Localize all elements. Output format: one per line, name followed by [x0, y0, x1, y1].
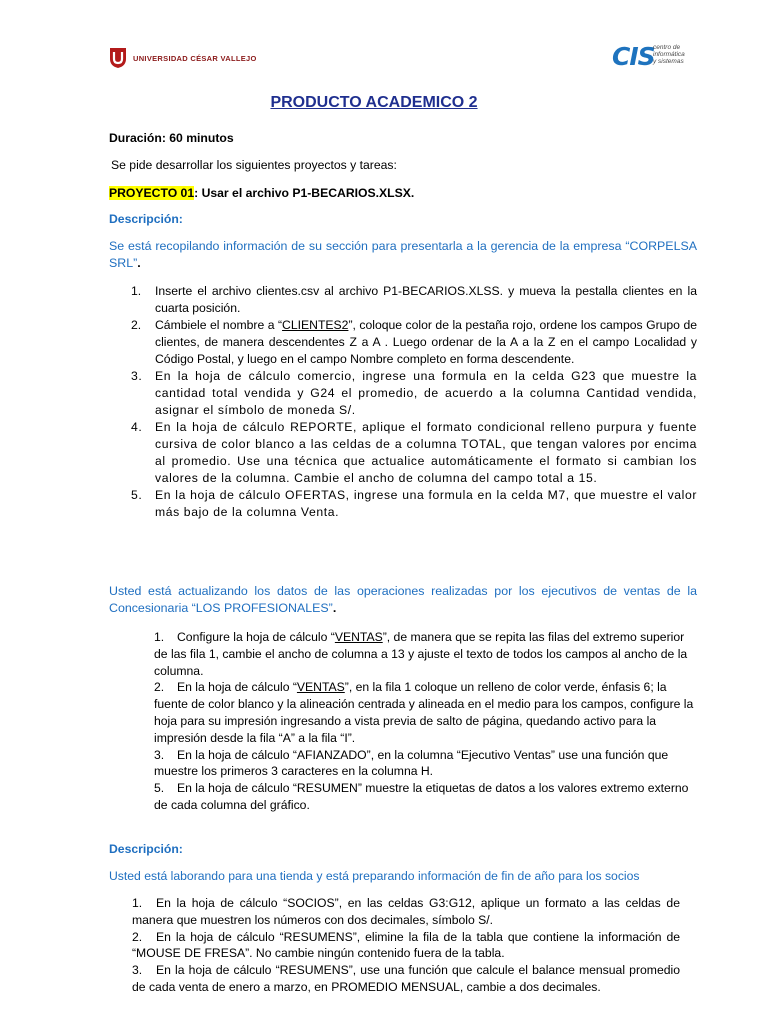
cis-logo: [612, 42, 702, 74]
project-file-text: : Usar el archivo P1-BECARIOS.XLSX.: [194, 186, 415, 200]
list-item: [154, 629, 694, 679]
list-text: En la hoja de cálculo REPORTE, aplique el formato condicional relleno purpura y fuente cursiva de color blanco a las celdas de a columna TOTAL, que tengan valores por encima al promedio. Use una técnica que actualice automáticamente el formato si cambian los valores de la columna. Cambie el ancho de columna del campo total a 15.: [155, 420, 697, 485]
cis-logo-letters: CIS: [612, 42, 655, 71]
list-text: En la hoja de cálculo OFERTAS, ingrese una formula en la celda M7, que muestre el valor más bajo de la columna Venta.: [155, 488, 697, 519]
list-number: 5.: [131, 488, 143, 502]
list-item: [154, 679, 694, 746]
list-item: [154, 747, 694, 781]
list-number: 2.: [154, 680, 165, 695]
list-text: En la hoja de cálculo “RESUMEN” muestre la etiquetas de datos a los valores extremo externo de cada columna del gráfico.: [154, 781, 689, 812]
list-number: 1.: [131, 284, 142, 298]
list-text: Cámbiele el nombre a “: [155, 318, 283, 332]
description-2-end: .: [332, 600, 337, 615]
list-text: En la hoja de cálculo “RESUMENS”, use una función que calcule el balance mensual promedio de cada venta de enero a marzo, en PROMEDIO MENSUAL, cambie a dos decimales.: [132, 963, 680, 994]
list-text: En la hoja de cálculo “: [177, 680, 297, 695]
description-text: [109, 238, 697, 271]
cis-subtitle-line: informática: [653, 51, 685, 58]
task-list-2: [154, 629, 694, 814]
page-title: PRODUCTO ACADEMICO 2: [270, 94, 478, 111]
university-logo-text: UNIVERSIDAD CÉSAR VALLEJO: [133, 53, 257, 63]
description-3-label: Descripción:: [109, 842, 183, 856]
list-underlined-text: CLIENTES2: [282, 318, 349, 332]
list-item: [131, 368, 697, 419]
list-item: [131, 487, 697, 521]
list-item: [131, 317, 697, 368]
description-body: Se está recopilando información de su sección para presentarla a la gerencia de la empresa “CORPELSA SRL”: [109, 239, 697, 270]
list-number: 2.: [132, 929, 143, 944]
list-number: 3.: [132, 963, 143, 978]
cis-subtitle-line: y sistemas: [653, 58, 684, 65]
list-text: Inserte el archivo clientes.csv al archivo P1-BECARIOS.XLSS. y mueva la pestalla clientes en la cuarta posición.: [155, 284, 697, 315]
list-number: 5.: [154, 781, 165, 796]
list-underlined-text: VENTAS: [296, 680, 345, 695]
intro-text: Se pide desarrollar los siguientes proyectos y tareas:: [111, 158, 397, 172]
cis-logo-subtitle: [653, 44, 685, 65]
list-item: [131, 419, 697, 487]
list-text: En la hoja de cálculo comercio, ingrese una formula en la celda G23 que muestre la cantidad total vendida y G24 el promedio, de acuerdo a la columna Cantidad vendida, asignar el símbolo de moneda S/.: [155, 369, 697, 417]
list-text: En la hoja de cálculo “AFIANZADO”, en la columna “Ejecutivo Ventas” use una función que muestre los primeros 3 caracteres en la columna H.: [154, 747, 669, 779]
list-number: 2.: [131, 318, 142, 332]
project-heading: [109, 185, 414, 201]
description-3-text: Usted está laborando para una tienda y está preparando información de fin de año para los socios: [109, 869, 640, 883]
list-number: 3.: [154, 747, 165, 762]
list-number: 4.: [131, 420, 143, 434]
project-label: PROYECTO 01: [109, 186, 195, 200]
duration-label: Duración: 60 minutos: [109, 131, 234, 145]
list-item: [132, 895, 680, 929]
list-item: [132, 929, 680, 963]
task-list-1: [131, 283, 697, 521]
list-item: [154, 780, 694, 814]
list-text: ”, coloque color de la pestaña rojo, ordene los campos Grupo de clientes, de manera descendentes Z a A . Luego ordenar de la A a la Z en el campo Localidad y Código Postal, y luego en el campo Nombre completo en forma descendente.: [155, 318, 697, 366]
list-text: ”, de manera que se repita las filas del extremo superior de las fila 1, cambie el ancho de columna a 13 y ajuste el texto de todos los campos al ancho de la columna.: [154, 630, 688, 678]
university-shield-icon: [109, 47, 127, 69]
list-text: En la hoja de cálculo “RESUMENS”, elimine la fila de la tabla que contiene la información de “MOUSE DE FRESA”. No cambie ningún contenido fuera de la tabla.: [132, 929, 680, 961]
description-end: .: [137, 255, 141, 270]
list-text: En la hoja de cálculo “SOCIOS”, en las celdas G3:G12, aplique un formato a las celdas de manera que muestren los números con dos decimales, símbolo S/.: [132, 896, 680, 927]
list-number: 3.: [131, 369, 143, 383]
list-number: 1.: [132, 896, 143, 910]
description-label: Descripción:: [109, 212, 183, 226]
description-2-text: [109, 583, 697, 616]
description-2-body: Usted está actualizando los datos de las operaciones realizadas por los ejecutivos de ventas de la Concesionaria “LOS PROFESIONALES”: [109, 584, 697, 615]
university-logo: [109, 45, 257, 71]
list-item: [131, 283, 697, 317]
list-text: ”, en la fila 1 coloque un relleno de color verde, énfasis 6; la fuente de color blanco y la alineación centrada y alineada en el medio para los campos, configure la hoja para su impresión ingresando a vista previa de salto de página, quedando activo para la impresión desde la fila “A” a la fila “I”.: [154, 680, 694, 745]
list-number: 1.: [154, 630, 165, 644]
task-list-3: [132, 895, 680, 996]
list-item: [132, 962, 680, 996]
cis-subtitle-line: centro de: [653, 44, 681, 51]
list-text: Configure la hoja de cálculo “: [177, 630, 335, 644]
list-underlined-text: VENTAS: [334, 630, 383, 644]
